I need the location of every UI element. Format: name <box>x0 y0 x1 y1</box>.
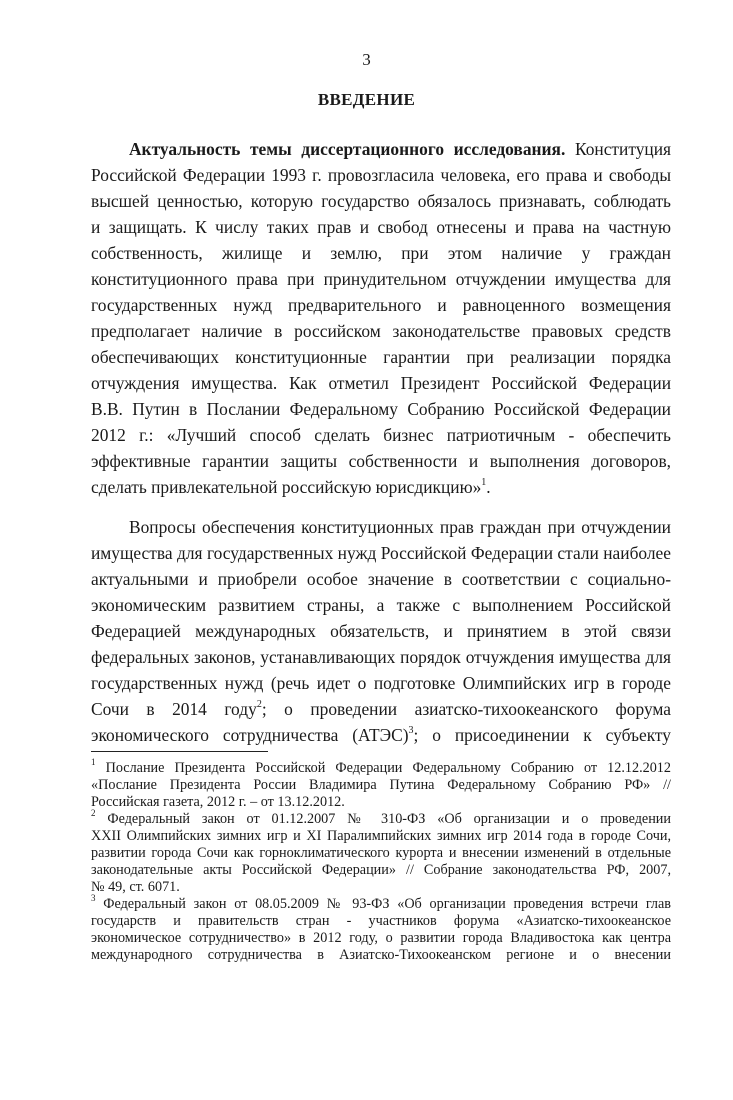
footnote-separator <box>91 751 268 752</box>
paragraph-line: обеспечивающих конституционные гарантии при реализации порядка <box>91 347 671 367</box>
footnote-line: экономическое сотрудничество» в 2012 году, о развитии города Владивостока как центра <box>91 930 671 946</box>
footnote-mark: 1 <box>91 757 96 768</box>
paragraph-line: конституционного права при принудительном отчуждении имущества для <box>91 269 671 289</box>
paragraph-line: экономическим развитием страны, а также с выполнением Российской <box>91 595 671 615</box>
footnote-ref: 1 <box>481 477 487 489</box>
paragraph-line: высшей ценностью, которую государство обязалось признавать, соблюдать <box>91 191 671 211</box>
paragraph-line: Вопросы обеспечения конституционных прав граждан при отчуждении <box>129 517 671 537</box>
paragraph-line: Российской Федерации 1993 г. провозгласила человека, его права и свободы <box>91 165 671 185</box>
paragraph-line: Федерацией международных обязательств, и принятием в этой связи <box>91 621 671 641</box>
footnote-line: $^2$ Федеральный закон от 01.12.2007 № 310-ФЗ «Об организации и о проведении <box>91 808 671 827</box>
footnote-mark: 2 <box>91 808 96 819</box>
footnote-line: «Послание Президента России Владимира Путина Федеральному Собранию РФ» // <box>91 777 671 793</box>
paragraph-line: федеральных законов, устанавливающих порядок отчуждения имущества для <box>91 647 671 667</box>
paragraph-line: эффективные гарантии защиты собственности и выполнения договоров, <box>91 451 671 471</box>
paragraph-line: государственных нужд (речь идет о подготовке Олимпийских игр в городе <box>91 673 671 693</box>
footnote-line: $^1$ Послание Президента Российской Федерации Федеральному Собранию от 12.12.2012 <box>91 757 671 776</box>
footnote-line: международного сотрудничества в Азиатско-Тихоокеанском регионе и о внесении <box>91 947 671 963</box>
page-number: 3 <box>362 50 371 69</box>
section-heading: ВВЕДЕНИЕ <box>317 90 416 109</box>
topic-relevance-lead: Актуальность темы диссертационного исследования. <box>129 139 566 159</box>
footnote-line: государств и правительств стран - участников форума «Азиатско-тихоокеанское <box>91 913 671 929</box>
paragraph-line: собственность, жилище и землю, при этом наличие у граждан <box>91 243 671 263</box>
paragraph-line: 2012 г.: «Лучший способ сделать бизнес патриотичным - обеспечить <box>91 425 671 445</box>
paragraph-line: имущества для государственных нужд Российской Федерации стали наиболее <box>91 543 671 563</box>
footnote-line: $^3$ Федеральный закон от 08.05.2009 № 93-ФЗ «Об организации проведения встречи глав <box>91 893 671 912</box>
paragraph-line: Актуальность темы диссертационного исследования. Конституция <box>129 139 671 159</box>
paragraph-line: отчуждения имущества. Как отметил Президент Российской Федерации <box>91 373 671 393</box>
paragraph-line: актуальными и приобрели особое значение в соответствии с социально- <box>91 569 671 589</box>
footnote-line: № 49, ст. 6071. <box>91 879 180 895</box>
paragraph-line: Сочи в 2014 году$^2$; о проведении азиатско-тихоокеанского форума <box>91 699 672 719</box>
footnote-line: XXII Олимпийских зимних игр и XI Паралимпийских зимних игр 2014 года в городе Сочи, <box>91 828 671 844</box>
paragraph-line: В.В. Путин в Послании Федеральному Собранию Российской Федерации <box>91 399 671 419</box>
paragraph-line: и защищать. К числу таких прав и свобод отнесены и права на частную <box>91 217 671 237</box>
paragraph-line: экономического сотрудничества (АТЭС)$^3$; о присоединении к субъекту <box>91 725 671 745</box>
footnote-line: развитии города Сочи как горноклиматического курорта и внесении изменений в отдельные <box>91 845 671 861</box>
paragraph-line: сделать привлекательной российскую юрисдикцию»$^1$. <box>91 477 491 497</box>
paragraph-line: предполагает наличие в российском законодательстве правовых средств <box>91 321 671 341</box>
paragraph-line: государственных нужд предварительного и равноценного возмещения <box>91 295 671 315</box>
footnote-line: Российская газета, 2012 г. – от 13.12.2012. <box>91 794 345 810</box>
footnote-line: законодательные акты Российской Федерации» // Собрание законодательства РФ, 2007, <box>91 862 671 878</box>
footnote-ref: 2 <box>256 699 262 711</box>
footnote-mark: 3 <box>91 893 96 904</box>
footnote-ref: 3 <box>408 725 414 737</box>
